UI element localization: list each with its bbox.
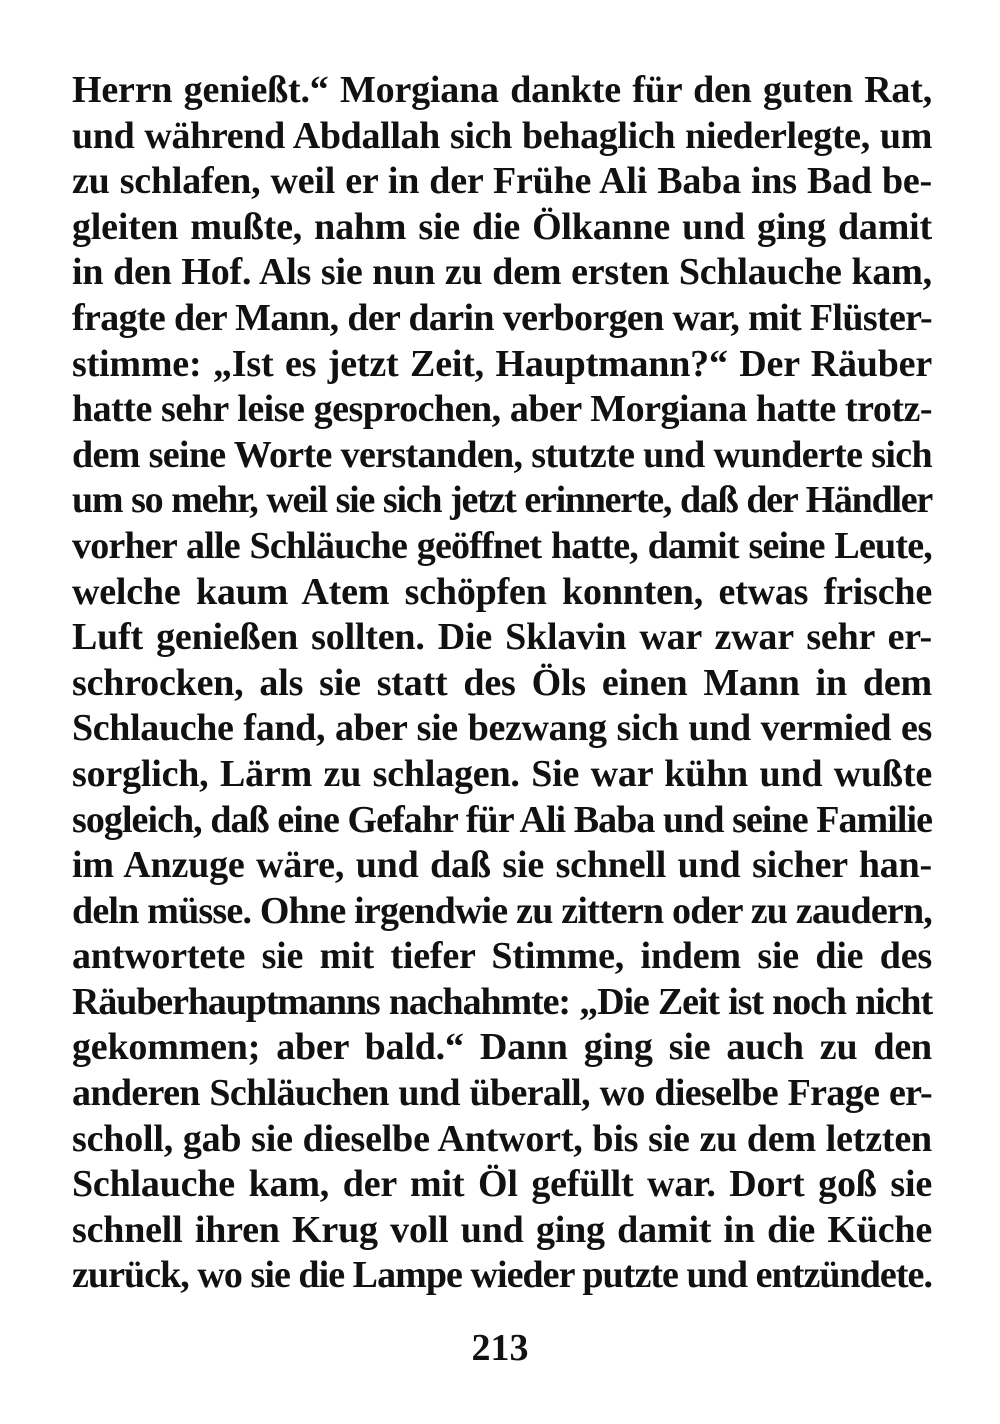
text-line: gleiten mußte, nahm sie die Ölkanne und ging damit [72,205,932,248]
text-line: sogleich, daß eine Gefahr für Ali Baba und seine Familie [72,798,932,841]
text-line: schnell ihren Krug voll und ging damit in die Küche [72,1208,932,1251]
text-line: antwortete sie mit tiefer Stimme, indem sie die des [72,935,932,978]
text-line: um so mehr, weil sie sich jetzt erinnerte, daß der Händler [72,479,932,522]
text-line: Luft genießen sollten. Die Sklavin war zwar sehr er- [72,616,932,659]
text-line: und während Abdallah sich behaglich niederlegte, um [72,114,932,157]
text-line: Schlauche fand, aber sie bezwang sich und vermied es [72,707,932,750]
text-line: zu schlafen, weil er in der Frühe Ali Baba ins Bad be- [72,160,932,203]
text-line: gekommen; aber bald.“ Dann ging sie auch zu den [72,1026,932,1069]
page-number: 213 [471,1327,529,1369]
text-line: schrocken, als sie statt des Öls einen Mann in dem [72,661,932,704]
text-line: Räuberhauptmanns nachahmte: „Die Zeit ist noch nicht [72,980,932,1023]
text-line: scholl, gab sie dieselbe Antwort, bis sie zu dem letzten [72,1117,932,1160]
text-line: Schlauche kam, der mit Öl gefüllt war. Dort goß sie [72,1163,932,1206]
text-line: fragte der Mann, der darin verborgen war, mit Flüster- [72,296,932,339]
text-line: anderen Schläuchen und überall, wo dieselbe Frage er- [72,1072,932,1115]
text-line: deln müsse. Ohne irgendwie zu zittern oder zu zaudern, [72,889,932,932]
text-line: Herrn genießt.“ Morgiana dankte für den guten Rat, [72,69,932,111]
text-line: hatte sehr leise gesprochen, aber Morgiana hatte trotz- [72,388,932,431]
text-line: dem seine Worte verstanden, stutzte und wunderte sich [72,433,932,476]
text-line: zurück, wo sie die Lampe wieder putzte und entzündete. [72,1254,932,1297]
text-line: im Anzuge wäre, und daß sie schnell und sicher han- [72,844,932,887]
text-line: stimme: „Ist es jetzt Zeit, Hauptmann?“ Der Räuber [72,342,932,385]
text-line: vorher alle Schläuche geöffnet hatte, damit seine Leute, [72,524,932,567]
text-line: in den Hof. Als sie nun zu dem ersten Schlauche kam, [72,251,932,294]
text-line: welche kaum Atem schöpfen konnten, etwas frische [72,570,932,613]
text-line: sorglich, Lärm zu schlagen. Sie war kühn und wußte [72,752,932,795]
body-text [72,68,932,1299]
